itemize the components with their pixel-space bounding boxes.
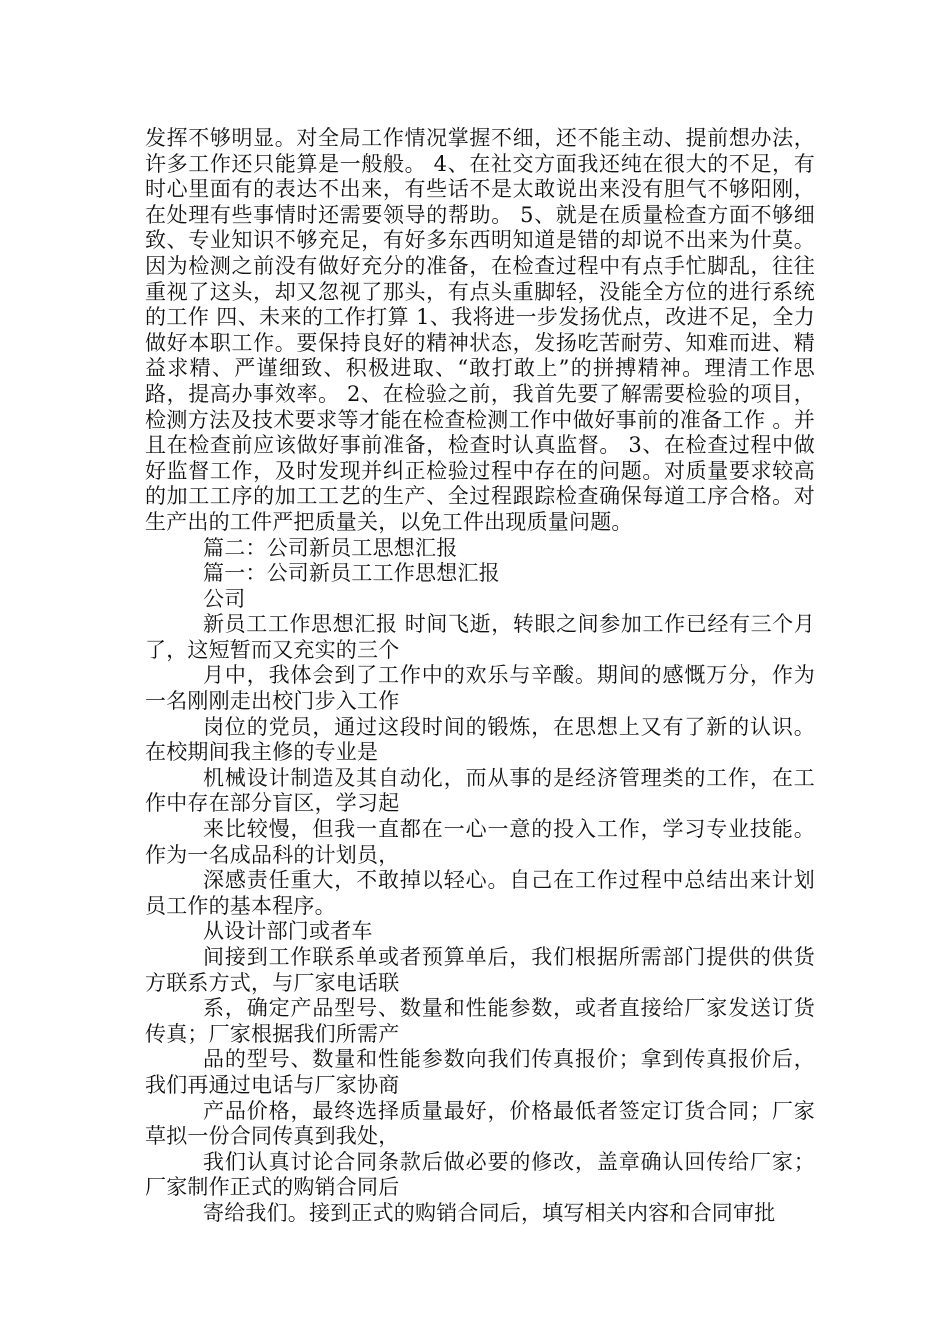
body-paragraph: 月中，我体会到了工作中的欢乐与辛酸。期间的感慨万分，作为一名刚刚走出校门步入工作 [145, 663, 815, 714]
body-paragraph: 产品价格，最终选择质量最好，价格最低者签定订货合同；厂家草拟一份合同传真到我处， [145, 1098, 815, 1149]
body-paragraph: 品的型号、数量和性能参数向我们传真报价；拿到传真报价后，我们再通过电话与厂家协商 [145, 1047, 815, 1097]
body-paragraph: 从设计部门或者车 [203, 919, 373, 944]
body-paragraph: 深感责任重大，不敢掉以轻心。自己在工作过程中总结出来计划员工作的基本程序。 [145, 868, 815, 918]
body-paragraph: 新员工工作思想汇报 时间飞逝，转眼之间参加工作已经有三个月了，这短暂而又充实的三个 [145, 612, 815, 662]
body-paragraph: 我们认真讨论合同条款后做必要的修改，盖章确认回传给厂家；厂家制作正式的购销合同后 [145, 1149, 815, 1200]
section-heading-part-one: 篇一：公司新员工工作思想汇报 [203, 561, 500, 586]
company-line: 公司 [203, 586, 246, 611]
section-heading-part-two: 篇二：公司新员工思想汇报 [203, 535, 458, 560]
body-paragraph: 岗位的党员，通过这段时间的锻炼，在思想上又有了新的认识。在校期间我主修的专业是 [145, 714, 815, 765]
summary-paragraph: 发挥不够明显。对全局工作情况掌握不细，还不能主动、提前想办法，许多工作还只能算是一般般。 4、在社交方面我还纯在很大的不足，有时心里面有的表达不出来，有些话不是太敢说出来没有胆气不够阳刚，在处理有些事情时还需要领导的帮助。 5、就是在质量检查方面不够细致、专业知识不够充足，有好多东西明知道是错的却说不出来为什莫。因为检测之前没有做好充分的准备，在检查过程中有点手忙脚乱，往往重视了这头，却又忽视了那头，有点头重脚轻，没能全方位的进行系统的工作 四、未来的工作打算 1、我将进一步发扬优点，改进不足，全力做好本职工作。要保持良好的精神状态，发扬吃苦耐劳、知难而进、精益求精、严谨细致、积极进取、“敢打敢上”的拼搏精神。理清工作思路，提高办事效率。 2、在检验之前，我首先要了解需要检验的项目，检测方法及技术要求等才能在检查检测工作中做好事前的准备工作 。并且在检查前应该做好事前准备，检查时认真监督。 3、在检查过程中做好监督工作，及时发现并纠正检验过程中存在的问题。对质量要求较高的加工工序的加工工艺的生产、全过程跟踪检查确保每道工序合格。对生产出的工件严把质量关，以免工件出现质量问题。 [145, 126, 815, 534]
body-paragraph: 寄给我们。接到正式的购销合同后，填写相关内容和合同审批 [203, 1200, 776, 1225]
body-paragraph: 来比较慢，但我一直都在一心一意的投入工作，学习专业技能。作为一名成品科的计划员， [145, 817, 815, 867]
body-paragraph: 机械设计制造及其自动化，而从事的是经济管理类的工作，在工作中存在部分盲区，学习起 [145, 765, 815, 816]
body-paragraph: 间接到工作联系单或者预算单后，我们根据所需部门提供的供货方联系方式，与厂家电话联 [145, 945, 815, 995]
body-paragraph: 系，确定产品型号、数量和性能参数，或者直接给厂家发送订货传真；厂家根据我们所需产 [145, 996, 815, 1046]
document-body [145, 126, 815, 1227]
